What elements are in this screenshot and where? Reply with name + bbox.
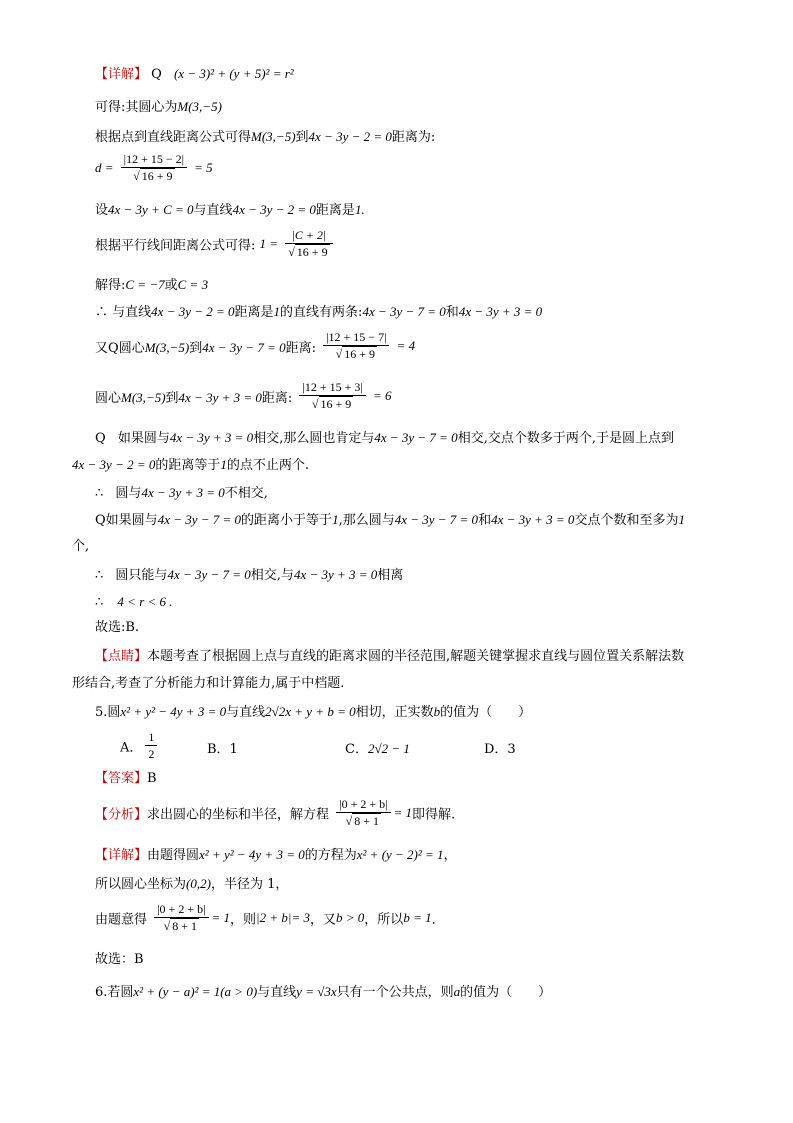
fraction [323,330,389,362]
p4-only-line [95,565,403,586]
text: 根据点到直线距离公式可得 [95,130,252,145]
text: ，所以 [364,912,404,928]
numerator: |0 + 2 + b| [336,797,390,813]
p4-choice [95,618,139,638]
text: 的点不止两个. [226,458,310,473]
p4-no-intersect-line [95,483,268,504]
text: 由题意得 [95,912,148,928]
p4-comment [95,647,684,667]
math: d = [95,160,114,175]
denominator: 2 [148,747,155,761]
math: 4x − 3y + 3 = 0 [169,430,254,445]
p5-option-d[interactable] [484,738,516,757]
text: 相交,交点个数多于两个,于是圆上点到 [457,431,674,446]
math: 1 [332,512,339,527]
p4-if2-line-cont [72,537,89,557]
math: 4x − 3y − 7 = 0 [167,567,251,582]
text: 圆心 [95,390,122,406]
therefore-symbol: ∴ [95,486,104,501]
text: 6.若圆 [95,985,134,1000]
p4-set-line [95,200,365,221]
radicand: 8 + 1 [354,814,380,828]
option-label: A． [120,740,143,756]
text: ，则 [230,912,257,928]
denominator: √ 8 + 1 [163,919,198,933]
p4-comment-cont [72,674,344,694]
math: M(3,−5) [177,99,222,114]
text: 相交,那么圆也肯定与 [253,431,375,446]
math: y = √3x [296,984,337,999]
p5-option-c[interactable] [345,738,410,757]
text: ，又 [310,912,337,928]
text: 和 [445,305,459,320]
detail-tag: 【详解】 [95,67,148,82]
fraction [145,730,157,762]
text: 距离为: [391,130,436,145]
text: 交点个数和至多为 [574,513,679,528]
math: 4x − 3y − 7 = 0 [202,339,286,355]
p6-question [95,982,551,1003]
p5-meaning [95,902,445,934]
math: 4x − 3y + 3 = 0 [293,567,378,582]
denominator: √ 16 + 9 [288,245,328,259]
because-symbol: Q [95,431,106,446]
text: 的值为（ ） [440,705,532,720]
numerator: 1 [145,730,157,746]
text: 的方程为 [304,848,357,863]
text: 所以圆心坐标为 [95,877,187,892]
text: ， [443,848,457,863]
p4-if1-line [95,428,674,449]
math: 1 [220,457,227,472]
answer-tag: 【答案】 [95,771,148,786]
p4-yx-line [95,380,391,412]
math: 4x − 3y − 7 = 0 [362,304,446,319]
math: = 4 [396,338,416,353]
p4-distance-line [95,127,435,148]
because-symbol: Q [95,513,106,528]
text: ． [431,912,445,928]
text: 如果圆与 [105,513,158,528]
text: 只有一个公共点，则 [336,985,454,1000]
text: B [147,771,157,786]
math: 1. [354,202,365,217]
option-label: D．3 [484,742,516,757]
p4-center-line [95,97,222,118]
text: 相交,与 [250,568,294,583]
math: 4x − 3y − 7 = 0 [394,512,479,527]
denominator: √ 16 + 9 [133,169,173,183]
text: ,那么圆与 [338,513,395,528]
text: 和 [478,513,492,528]
math: b = 1 [403,910,432,925]
text: ，半径为 1， [210,877,289,892]
p4-solve-line [95,275,208,296]
text: 由题得圆 [147,848,200,863]
text: 或 [164,278,178,293]
p5-option-a[interactable] [120,730,160,762]
math: 4x − 3y − 2 = 0 [151,304,235,319]
math: x² + (y − a)² = 1(a > 0) [133,984,258,999]
text: 故选：B [95,952,144,967]
math: 2√2x + y + b = 0 [265,704,356,719]
radicand: 16 + 9 [296,245,328,259]
radicand: 16 + 9 [344,347,375,361]
math: = 1 [393,805,413,820]
text: 不相交, [224,486,268,501]
text: 圆心 [118,340,145,356]
math: b > 0 [336,910,365,925]
p4-d-formula [95,152,213,184]
text: 距离是 [315,203,355,218]
p4-two-lines [95,302,542,323]
denominator: √ 8 + 1 [345,814,380,828]
text: 形结合,考查了分析能力和计算能力,属于中档题. [72,676,345,691]
math: M(3,−5) [121,389,166,405]
text: 的值为（ ） [460,985,552,1000]
math: 4 < r < 6 . [117,594,173,609]
numerator: |12 + 15 + 3| [299,380,365,396]
option-label: B．1 [207,742,238,757]
p5-answer [95,769,157,789]
fraction [299,380,365,412]
math: x² + y² − 4y + 3 = 0 [199,847,305,862]
text: 本题考查了根据圆上点与直线的距离求圆的半径范围,解题关键掌握求直线与圆位置关系解法数 [147,649,685,664]
p5-detail [95,845,457,866]
math: = 1 [211,910,231,925]
math: |2 + b|= 3 [256,910,310,925]
text: 的距离等于 [155,458,221,473]
numerator: |0 + 2 + b| [154,902,208,918]
math: x² + y² − 4y + 3 = 0 [120,704,227,719]
text: 设 [95,203,109,218]
math: 1 [678,512,685,527]
math: = 5 [194,160,213,175]
detail-tag: 【详解】 [95,848,148,863]
math: M(3,−5) [251,129,296,144]
math: M(3,−5) [144,339,190,355]
math: 4x − 3y + 3 = 0 [178,389,262,405]
analysis-tag: 【分析】 [95,807,148,823]
text: 距离: [261,390,293,406]
radicand: 16 + 9 [320,397,352,411]
denominator: √ 16 + 9 [335,347,375,361]
numerator: |12 + 15 − 7| [323,330,389,346]
math: 4x − 3y + 3 = 0 [491,512,575,527]
numerator: |C + 2| [285,228,332,244]
math: C = −7 [125,277,165,292]
p4-you-line [95,330,415,362]
fraction [154,902,208,934]
math: x² + (y − 2)² = 1 [356,847,444,862]
text: 如果圆与 [117,431,170,446]
math: (0,2) [186,876,211,891]
text: 相切，正实数 [355,705,434,720]
text: 求出圆心的坐标和半径，解方程 [147,807,330,823]
text: 的距离小于等于 [241,513,333,528]
therefore-symbol: ∴ [95,595,104,610]
therefore-symbol: ∴ [95,568,104,583]
therefore-symbol: ∴ [95,305,109,320]
radicand: 8 + 1 [172,919,198,933]
option-label: C． [345,742,368,757]
fraction [121,152,187,184]
text: 与直线 [112,305,152,320]
math: 4x − 3y − 7 = 0 [374,430,458,445]
p5-choice [95,950,144,970]
denominator: √ 16 + 9 [311,397,352,411]
math: b [433,704,441,719]
text: 又 [95,340,109,356]
text: 与直线 [226,705,266,720]
p4-parallel-line [95,228,336,260]
text: 相离 [377,568,404,583]
line-prefix [95,391,292,406]
text: 到 [295,130,309,145]
math: 2√2 − 1 [367,741,410,756]
math: 4x − 3y + C = 0 [108,202,194,217]
p5-option-b[interactable] [207,738,238,757]
p4-if1-line-cont [72,455,309,476]
math: 4x − 3y + 3 = 0 [458,304,543,319]
text: 的直线有两条: [280,305,363,320]
math: a [453,984,461,999]
math: C = 3 [177,277,209,292]
numerator: |12 + 15 − 2| [121,152,187,168]
radicand: 16 + 9 [141,169,173,183]
math: 4x − 3y − 2 = 0 [72,457,156,472]
comment-tag: 【点睛】 [95,649,148,664]
p5-coord [95,874,288,895]
math: = 6 [372,388,392,403]
text: 到 [189,340,203,356]
text: 可得:其圆心为 [95,100,178,115]
text: 与直线 [193,203,233,218]
p4-detail-line [95,64,294,85]
math: 4x − 3y + 3 = 0 [141,485,225,500]
math: 4x − 3y − 7 = 0 [157,512,242,527]
math: 4x − 3y − 2 = 0 [232,202,316,217]
p4-if2-line [95,510,685,531]
text: 距离是 [234,305,274,320]
text: 即得解. [412,807,456,823]
text: 圆与 [115,486,142,501]
text: 解得: [95,278,126,293]
fraction [285,228,332,260]
math: 1 [273,304,281,319]
fraction [336,797,390,829]
p5-question [95,702,531,723]
text: 故选:B. [95,620,140,635]
math: 1 = [259,236,279,251]
line-prefix [95,341,316,356]
math: 4x − 3y − 2 = 0 [308,129,392,144]
p5-analysis [95,797,455,829]
text: 到 [165,390,179,406]
text: 距离: [285,340,316,356]
text: 个, [72,539,90,554]
because-symbol: Q [151,67,162,82]
because-symbol: Q [108,340,119,356]
text: 5.圆 [95,705,121,720]
p4-result-line [95,592,173,613]
circle-equation: (x − 3)² + (y + 5)² = r² [173,66,294,81]
text: 根据平行线间距离公式可得: [95,238,256,254]
text: 与直线 [257,985,297,1000]
text: 圆只能与 [115,568,168,583]
